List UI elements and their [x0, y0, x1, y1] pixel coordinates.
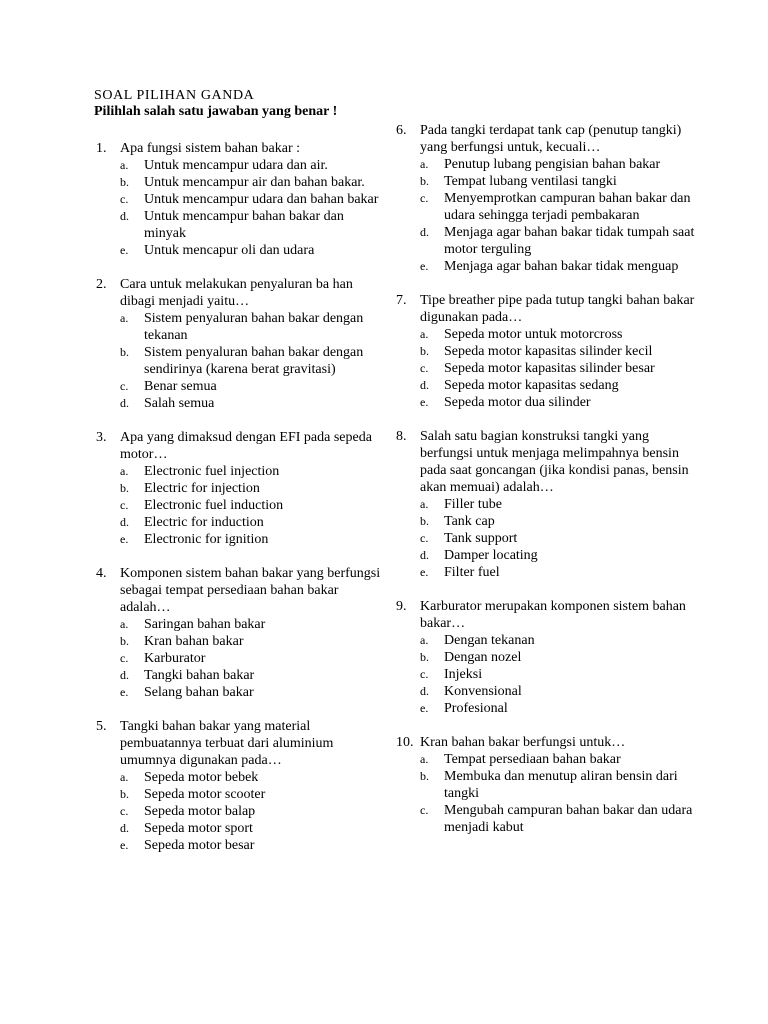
- option-text: Menyemprotkan campuran bahan bakar dan udara sehingga terjadi pembakaran: [444, 191, 691, 223]
- option-text: Penutup lubang pengisian bahan bakar: [444, 157, 661, 172]
- question-number: 6.: [396, 123, 407, 138]
- option-text: Electric for induction: [144, 515, 264, 530]
- option-letter: c.: [420, 191, 429, 205]
- option-letter: b.: [420, 344, 429, 358]
- answer-options: [96, 310, 386, 412]
- option-text: Dengan tekanan: [444, 633, 535, 648]
- question-text: Cara untuk melakukan penyaluran ba han dibagi menjadi yaitu…: [120, 277, 353, 309]
- question-item: [396, 598, 696, 717]
- option-letter: c.: [420, 667, 429, 681]
- question-header: [396, 428, 696, 496]
- option-text: Menjaga agar bahan bakar tidak tumpah saat motor terguling: [444, 225, 695, 257]
- option-text: Sepeda motor besar: [144, 838, 255, 853]
- answer-option: [96, 837, 386, 854]
- answer-option: [396, 173, 696, 190]
- option-letter: a.: [120, 464, 129, 478]
- answer-option: [96, 769, 386, 786]
- answer-option: [396, 224, 696, 258]
- option-letter: e.: [120, 838, 129, 852]
- answer-option: [96, 463, 386, 480]
- option-text: Selang bahan bakar: [144, 685, 254, 700]
- answer-option: [396, 156, 696, 173]
- option-letter: a.: [420, 497, 429, 511]
- option-letter: a.: [120, 617, 129, 631]
- option-letter: d.: [420, 225, 429, 239]
- option-letter: e.: [420, 395, 429, 409]
- option-letter: e.: [420, 701, 429, 715]
- option-letter: a.: [120, 158, 129, 172]
- option-text: Electronic fuel induction: [144, 498, 284, 513]
- option-letter: c.: [420, 803, 429, 817]
- option-letter: c.: [120, 379, 129, 393]
- question-header: [396, 734, 696, 751]
- option-text: Kran bahan bakar: [144, 634, 244, 649]
- answer-options: [396, 156, 696, 275]
- question-item: [96, 718, 386, 854]
- option-text: Sistem penyaluran bahan bakar dengan tekanan: [144, 311, 364, 343]
- answer-option: [96, 633, 386, 650]
- answer-option: [396, 343, 696, 360]
- option-letter: c.: [420, 531, 429, 545]
- answer-option: [96, 684, 386, 701]
- option-text: Electric for injection: [144, 481, 260, 496]
- option-text: Menjaga agar bahan bakar tidak menguap: [444, 259, 679, 274]
- answer-options: [96, 463, 386, 548]
- option-text: Sepeda motor bebek: [144, 770, 259, 785]
- left-column: [96, 140, 386, 871]
- option-letter: d.: [120, 668, 129, 682]
- option-letter: a.: [420, 327, 429, 341]
- option-letter: e.: [120, 532, 129, 546]
- option-letter: e.: [420, 565, 429, 579]
- option-letter: b.: [120, 481, 129, 495]
- answer-options: [96, 157, 386, 259]
- answer-option: [396, 258, 696, 275]
- answer-option: [96, 616, 386, 633]
- option-text: Untuk mencampur udara dan air.: [144, 158, 328, 173]
- option-text: Tempat persediaan bahan bakar: [444, 752, 621, 767]
- answer-option: [396, 496, 696, 513]
- option-text: Sistem penyaluran bahan bakar dengan sendirinya (karena berat gravitasi): [144, 345, 364, 377]
- question-number: 4.: [96, 566, 107, 581]
- question-number: 9.: [396, 599, 407, 614]
- option-letter: b.: [120, 175, 129, 189]
- option-text: Untuk mencampur bahan bakar dan minyak: [144, 209, 344, 241]
- option-text: Sepeda motor kapasitas silinder besar: [444, 361, 655, 376]
- answer-option: [396, 700, 696, 717]
- option-letter: b.: [420, 650, 429, 664]
- option-text: Electronic for ignition: [144, 532, 269, 547]
- question-item: [96, 140, 386, 259]
- question-text: Tipe breather pipe pada tutup tangki bahan bakar digunakan pada…: [420, 293, 695, 325]
- option-text: Benar semua: [144, 379, 217, 394]
- answer-option: [396, 394, 696, 411]
- answer-option: [96, 395, 386, 412]
- option-text: Salah semua: [144, 396, 215, 411]
- question-number: 8.: [396, 429, 407, 444]
- right-column: [396, 122, 696, 853]
- question-header: [96, 565, 386, 616]
- question-item: [396, 428, 696, 581]
- question-item: [96, 565, 386, 701]
- question-number: 7.: [396, 293, 407, 308]
- option-letter: c.: [120, 498, 129, 512]
- answer-option: [396, 190, 696, 224]
- answer-option: [96, 344, 386, 378]
- option-text: Profesional: [444, 701, 508, 716]
- option-letter: d.: [420, 378, 429, 392]
- option-letter: c.: [420, 361, 429, 375]
- option-text: Damper locating: [444, 548, 538, 563]
- answer-option: [96, 378, 386, 395]
- answer-options: [396, 751, 696, 836]
- answer-option: [96, 208, 386, 242]
- answer-option: [396, 802, 696, 836]
- answer-option: [396, 513, 696, 530]
- answer-option: [396, 632, 696, 649]
- option-letter: c.: [120, 651, 129, 665]
- option-text: Filter fuel: [444, 565, 500, 580]
- option-text: Membuka dan menutup aliran bensin dari tangki: [444, 769, 678, 801]
- option-letter: a.: [420, 633, 429, 647]
- option-letter: b.: [420, 514, 429, 528]
- option-letter: d.: [120, 821, 129, 835]
- answer-option: [396, 360, 696, 377]
- instruction-text: Pilihlah salah satu jawaban yang benar !: [94, 104, 338, 119]
- question-text: Apa fungsi sistem bahan bakar :: [120, 141, 301, 156]
- option-letter: a.: [120, 770, 129, 784]
- answer-option: [96, 820, 386, 837]
- option-text: Dengan nozel: [444, 650, 522, 665]
- option-letter: d.: [120, 515, 129, 529]
- option-letter: c.: [120, 804, 129, 818]
- question-header: [396, 122, 696, 156]
- option-letter: b.: [120, 345, 129, 359]
- question-item: [96, 429, 386, 548]
- question-number: 3.: [96, 430, 107, 445]
- question-number: 1.: [96, 141, 107, 156]
- question-header: [96, 140, 386, 157]
- option-text: Injeksi: [444, 667, 483, 682]
- answer-option: [96, 650, 386, 667]
- option-text: Sepeda motor untuk motorcross: [444, 327, 623, 342]
- answer-option: [96, 157, 386, 174]
- option-text: Untuk mencampur udara dan bahan bakar: [144, 192, 379, 207]
- option-text: Sepeda motor sport: [144, 821, 253, 836]
- answer-option: [396, 547, 696, 564]
- question-text: Kran bahan bakar berfungsi untuk…: [420, 735, 626, 750]
- question-number: 2.: [96, 277, 107, 292]
- answer-option: [396, 564, 696, 581]
- question-text: Komponen sistem bahan bakar yang berfungsi sebagai tempat persediaan bahan bakar adalah…: [120, 566, 381, 615]
- option-text: Untuk mencapur oli dan udara: [144, 243, 315, 258]
- question-number: 10.: [396, 735, 414, 750]
- option-letter: e.: [420, 259, 429, 273]
- answer-option: [396, 683, 696, 700]
- question-item: [396, 292, 696, 411]
- option-text: Saringan bahan bakar: [144, 617, 266, 632]
- answer-option: [96, 191, 386, 208]
- answer-option: [96, 531, 386, 548]
- option-letter: b.: [120, 634, 129, 648]
- answer-options: [96, 769, 386, 854]
- option-text: Sepeda motor dua silinder: [444, 395, 591, 410]
- option-letter: d.: [420, 684, 429, 698]
- answer-options: [396, 326, 696, 411]
- question-header: [96, 718, 386, 769]
- answer-option: [96, 497, 386, 514]
- answer-option: [396, 666, 696, 683]
- option-letter: d.: [120, 396, 129, 410]
- option-letter: b.: [420, 174, 429, 188]
- option-text: Mengubah campuran bahan bakar dan udara menjadi kabut: [444, 803, 693, 835]
- option-text: Sepeda motor balap: [144, 804, 256, 819]
- question-text: Pada tangki terdapat tank cap (penutup tangki) yang berfungsi untuk, kecuali…: [420, 123, 682, 155]
- option-letter: a.: [420, 752, 429, 766]
- answer-options: [396, 632, 696, 717]
- answer-option: [396, 751, 696, 768]
- question-text: Salah satu bagian konstruksi tangki yang berfungsi untuk menjaga melimpahnya bensin pada saat goncangan (jika kondisi panas, bensin akan memuai) adalah…: [420, 429, 689, 495]
- answer-option: [396, 649, 696, 666]
- question-item: [396, 734, 696, 836]
- question-number: 5.: [96, 719, 107, 734]
- option-text: Sepeda motor kapasitas silinder kecil: [444, 344, 653, 359]
- answer-option: [96, 667, 386, 684]
- answer-option: [96, 174, 386, 191]
- answer-option: [96, 480, 386, 497]
- question-header: [96, 276, 386, 310]
- answer-option: [396, 326, 696, 343]
- answer-option: [396, 768, 696, 802]
- answer-option: [96, 803, 386, 820]
- option-letter: d.: [120, 209, 129, 223]
- option-letter: e.: [120, 243, 129, 257]
- question-header: [396, 598, 696, 632]
- option-text: Filler tube: [444, 497, 502, 512]
- option-text: Tempat lubang ventilasi tangki: [444, 174, 617, 189]
- answer-option: [96, 310, 386, 344]
- option-text: Tangki bahan bakar: [144, 668, 255, 683]
- question-header: [396, 292, 696, 326]
- question-text: Karburator merupakan komponen sistem bahan bakar…: [420, 599, 686, 631]
- option-text: Konvensional: [444, 684, 522, 699]
- option-text: Tank support: [444, 531, 518, 546]
- question-text: Apa yang dimaksud dengan EFI pada sepeda motor…: [120, 430, 372, 462]
- question-header: [96, 429, 386, 463]
- question-item: [96, 276, 386, 412]
- question-item: [396, 122, 696, 275]
- option-letter: b.: [120, 787, 129, 801]
- option-letter: a.: [420, 157, 429, 171]
- option-text: Untuk mencampur air dan bahan bakar.: [144, 175, 365, 190]
- answer-option: [96, 242, 386, 259]
- option-letter: b.: [420, 769, 429, 783]
- option-text: Sepeda motor kapasitas sedang: [444, 378, 619, 393]
- answer-option: [396, 377, 696, 394]
- option-text: Electronic fuel injection: [144, 464, 280, 479]
- option-letter: d.: [420, 548, 429, 562]
- option-letter: a.: [120, 311, 129, 325]
- option-text: Karburator: [144, 651, 206, 666]
- answer-option: [96, 786, 386, 803]
- question-text: Tangki bahan bakar yang material pembuatannya terbuat dari aluminium umumnya digunakan pada…: [120, 719, 334, 768]
- answer-option: [96, 514, 386, 531]
- page-title: SOAL PILIHAN GANDA: [94, 88, 255, 103]
- option-letter: c.: [120, 192, 129, 206]
- answer-option: [396, 530, 696, 547]
- answer-options: [96, 616, 386, 701]
- option-text: Sepeda motor scooter: [144, 787, 266, 802]
- answer-options: [396, 496, 696, 581]
- option-text: Tank cap: [444, 514, 495, 529]
- option-letter: e.: [120, 685, 129, 699]
